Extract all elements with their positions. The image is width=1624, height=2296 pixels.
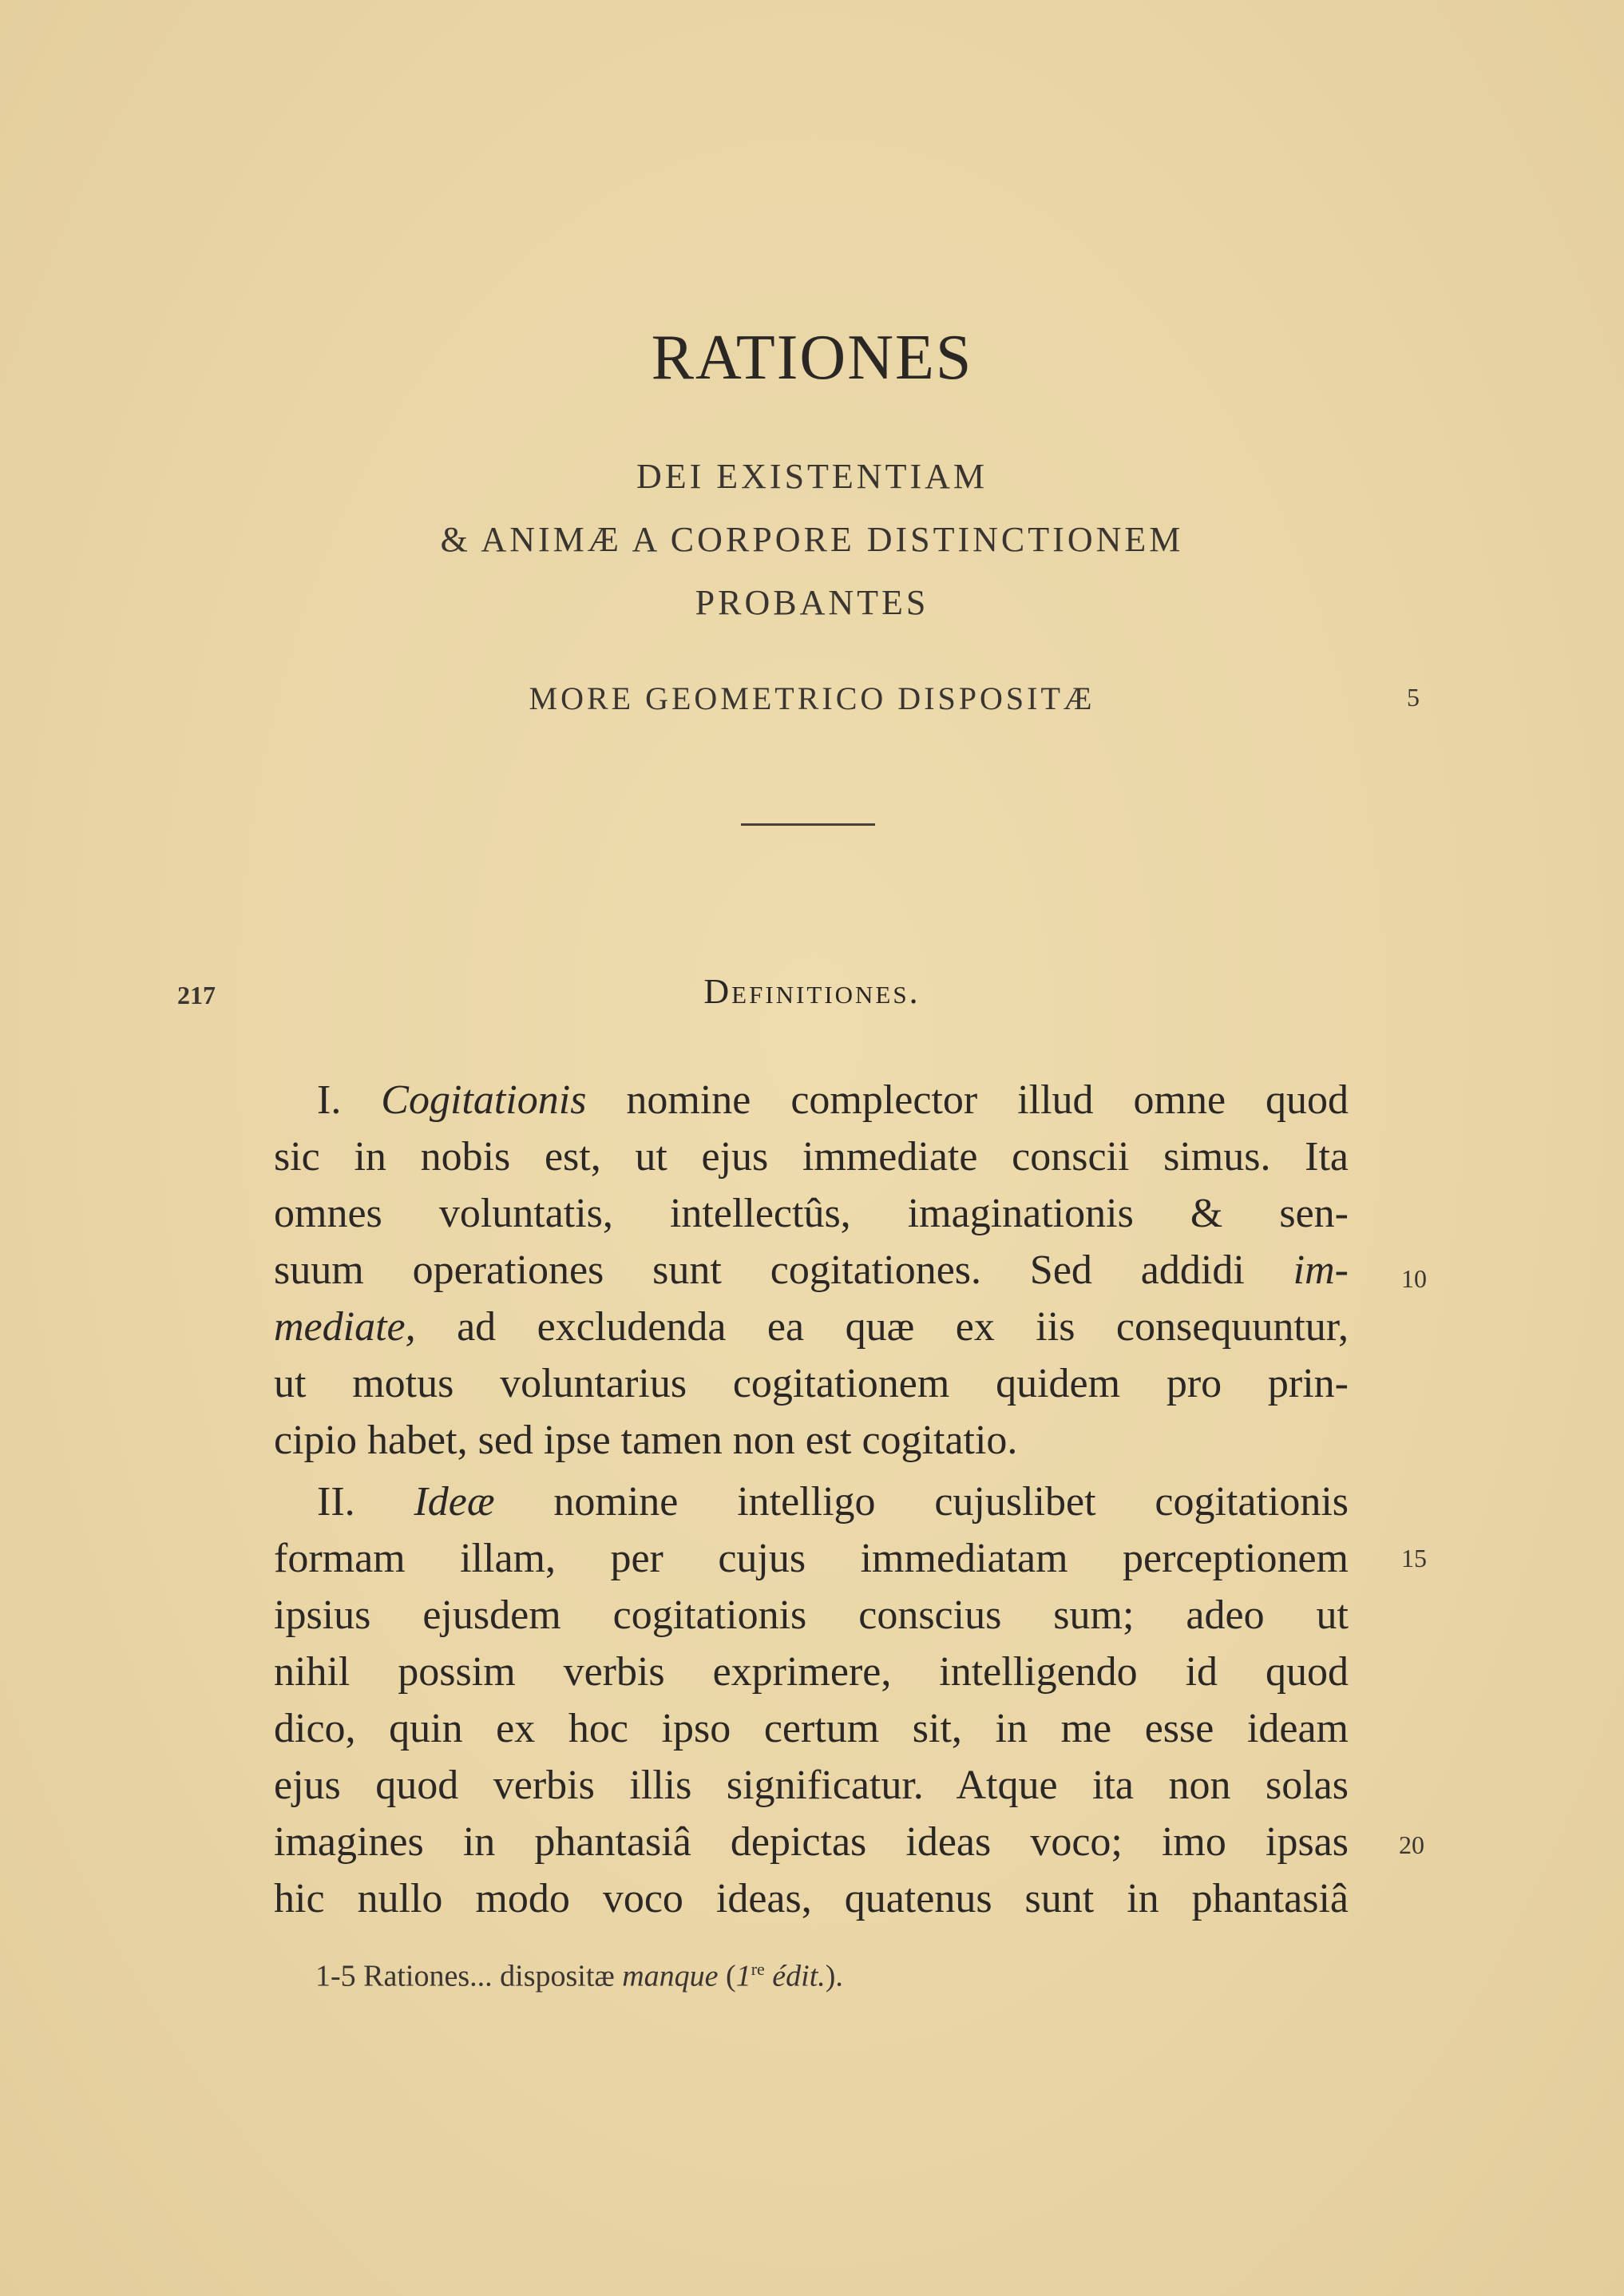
footnote-edition-sup: re xyxy=(751,1959,765,1979)
subtitle-line-2: & ANIMÆ A CORPORE DISTINCTIONEM xyxy=(440,520,1184,559)
text-line: ut motus voluntarius cogitationem quidem pro prin- xyxy=(274,1361,1349,1406)
italic-term: Ideæ xyxy=(414,1479,495,1525)
page-margin-number: 217 xyxy=(177,981,216,1009)
section-heading xyxy=(0,974,1624,1009)
text-line xyxy=(274,1242,1349,1299)
text-line: ejus quod verbis illis significatur. Atque ita non solas xyxy=(274,1763,1349,1808)
text-line: cipio habet, sed ipse tamen non est cogitatio. xyxy=(274,1418,1018,1463)
text-line: hic nullo modo voco ideas, quatenus sunt in phantasiâ xyxy=(274,1876,1349,1921)
line-number-5: 5 xyxy=(1407,683,1420,712)
subtitle-line-4: MORE GEOMETRICO DISPOSITÆ xyxy=(529,680,1095,716)
subtitle-line-3: PROBANTES xyxy=(695,583,929,622)
line-number-10: 10 xyxy=(1401,1264,1427,1293)
paragraph-number: II. xyxy=(317,1479,414,1525)
footnote-text: 1-5 Rationes... dispositæ xyxy=(315,1959,623,1993)
subtitle-line-1: DEI EXISTENTIAM xyxy=(636,457,988,496)
divider-rule xyxy=(741,823,875,826)
footnote-edition-rest: édit. xyxy=(764,1959,826,1993)
paragraph-number: I. xyxy=(317,1077,382,1123)
section-heading-text: Definitiones. xyxy=(703,972,921,1011)
text-line xyxy=(274,1072,1349,1128)
text-line: sic in nobis est, ut ejus immediate conscii simus. Ita xyxy=(274,1134,1349,1180)
text-line: ipsius ejusdem cogitationis conscius sum; adeo ut xyxy=(274,1592,1349,1638)
footnote-edition: 1 xyxy=(735,1959,751,1993)
footnote xyxy=(315,1961,843,1992)
page-title: RATIONES xyxy=(651,323,973,393)
footnote-paren-open: ( xyxy=(718,1959,736,1993)
text-line: dico, quin ex hoc ipso certum sit, in me esse ideam xyxy=(274,1706,1349,1751)
text-line xyxy=(274,1299,1349,1355)
text-line: nihil possim verbis exprimere, intelligendo id quod xyxy=(274,1649,1349,1695)
italic-term: im- xyxy=(1293,1247,1349,1293)
italic-term: mediate, xyxy=(274,1304,416,1350)
footnote-paren-close: ). xyxy=(825,1959,843,1993)
text-span: nomine intelligo cujuslibet cogitationis xyxy=(494,1479,1349,1525)
text-line: omnes voluntatis, intellectûs, imaginationis & sen- xyxy=(274,1191,1349,1236)
text-span: nomine complector illud omne quod xyxy=(586,1077,1349,1123)
line-number-20: 20 xyxy=(1399,1830,1424,1859)
text-span: suum operationes sunt cogitationes. Sed addidi xyxy=(274,1247,1293,1293)
footnote-italic: manque xyxy=(622,1959,719,1993)
text-line: imagines in phantasiâ depictas ideas voco; imo ipsas xyxy=(274,1819,1349,1865)
italic-term: Cogitationis xyxy=(381,1077,587,1123)
text-line: formam illam, per cujus immediatam perceptionem xyxy=(274,1536,1349,1581)
line-number-15: 15 xyxy=(1401,1544,1427,1572)
text-line xyxy=(274,1473,1349,1530)
paragraph-2 xyxy=(274,1473,1349,1927)
paragraph-1 xyxy=(274,1072,1349,1469)
text-span: ad excludenda ea quæ ex iis consequuntur, xyxy=(415,1304,1349,1350)
